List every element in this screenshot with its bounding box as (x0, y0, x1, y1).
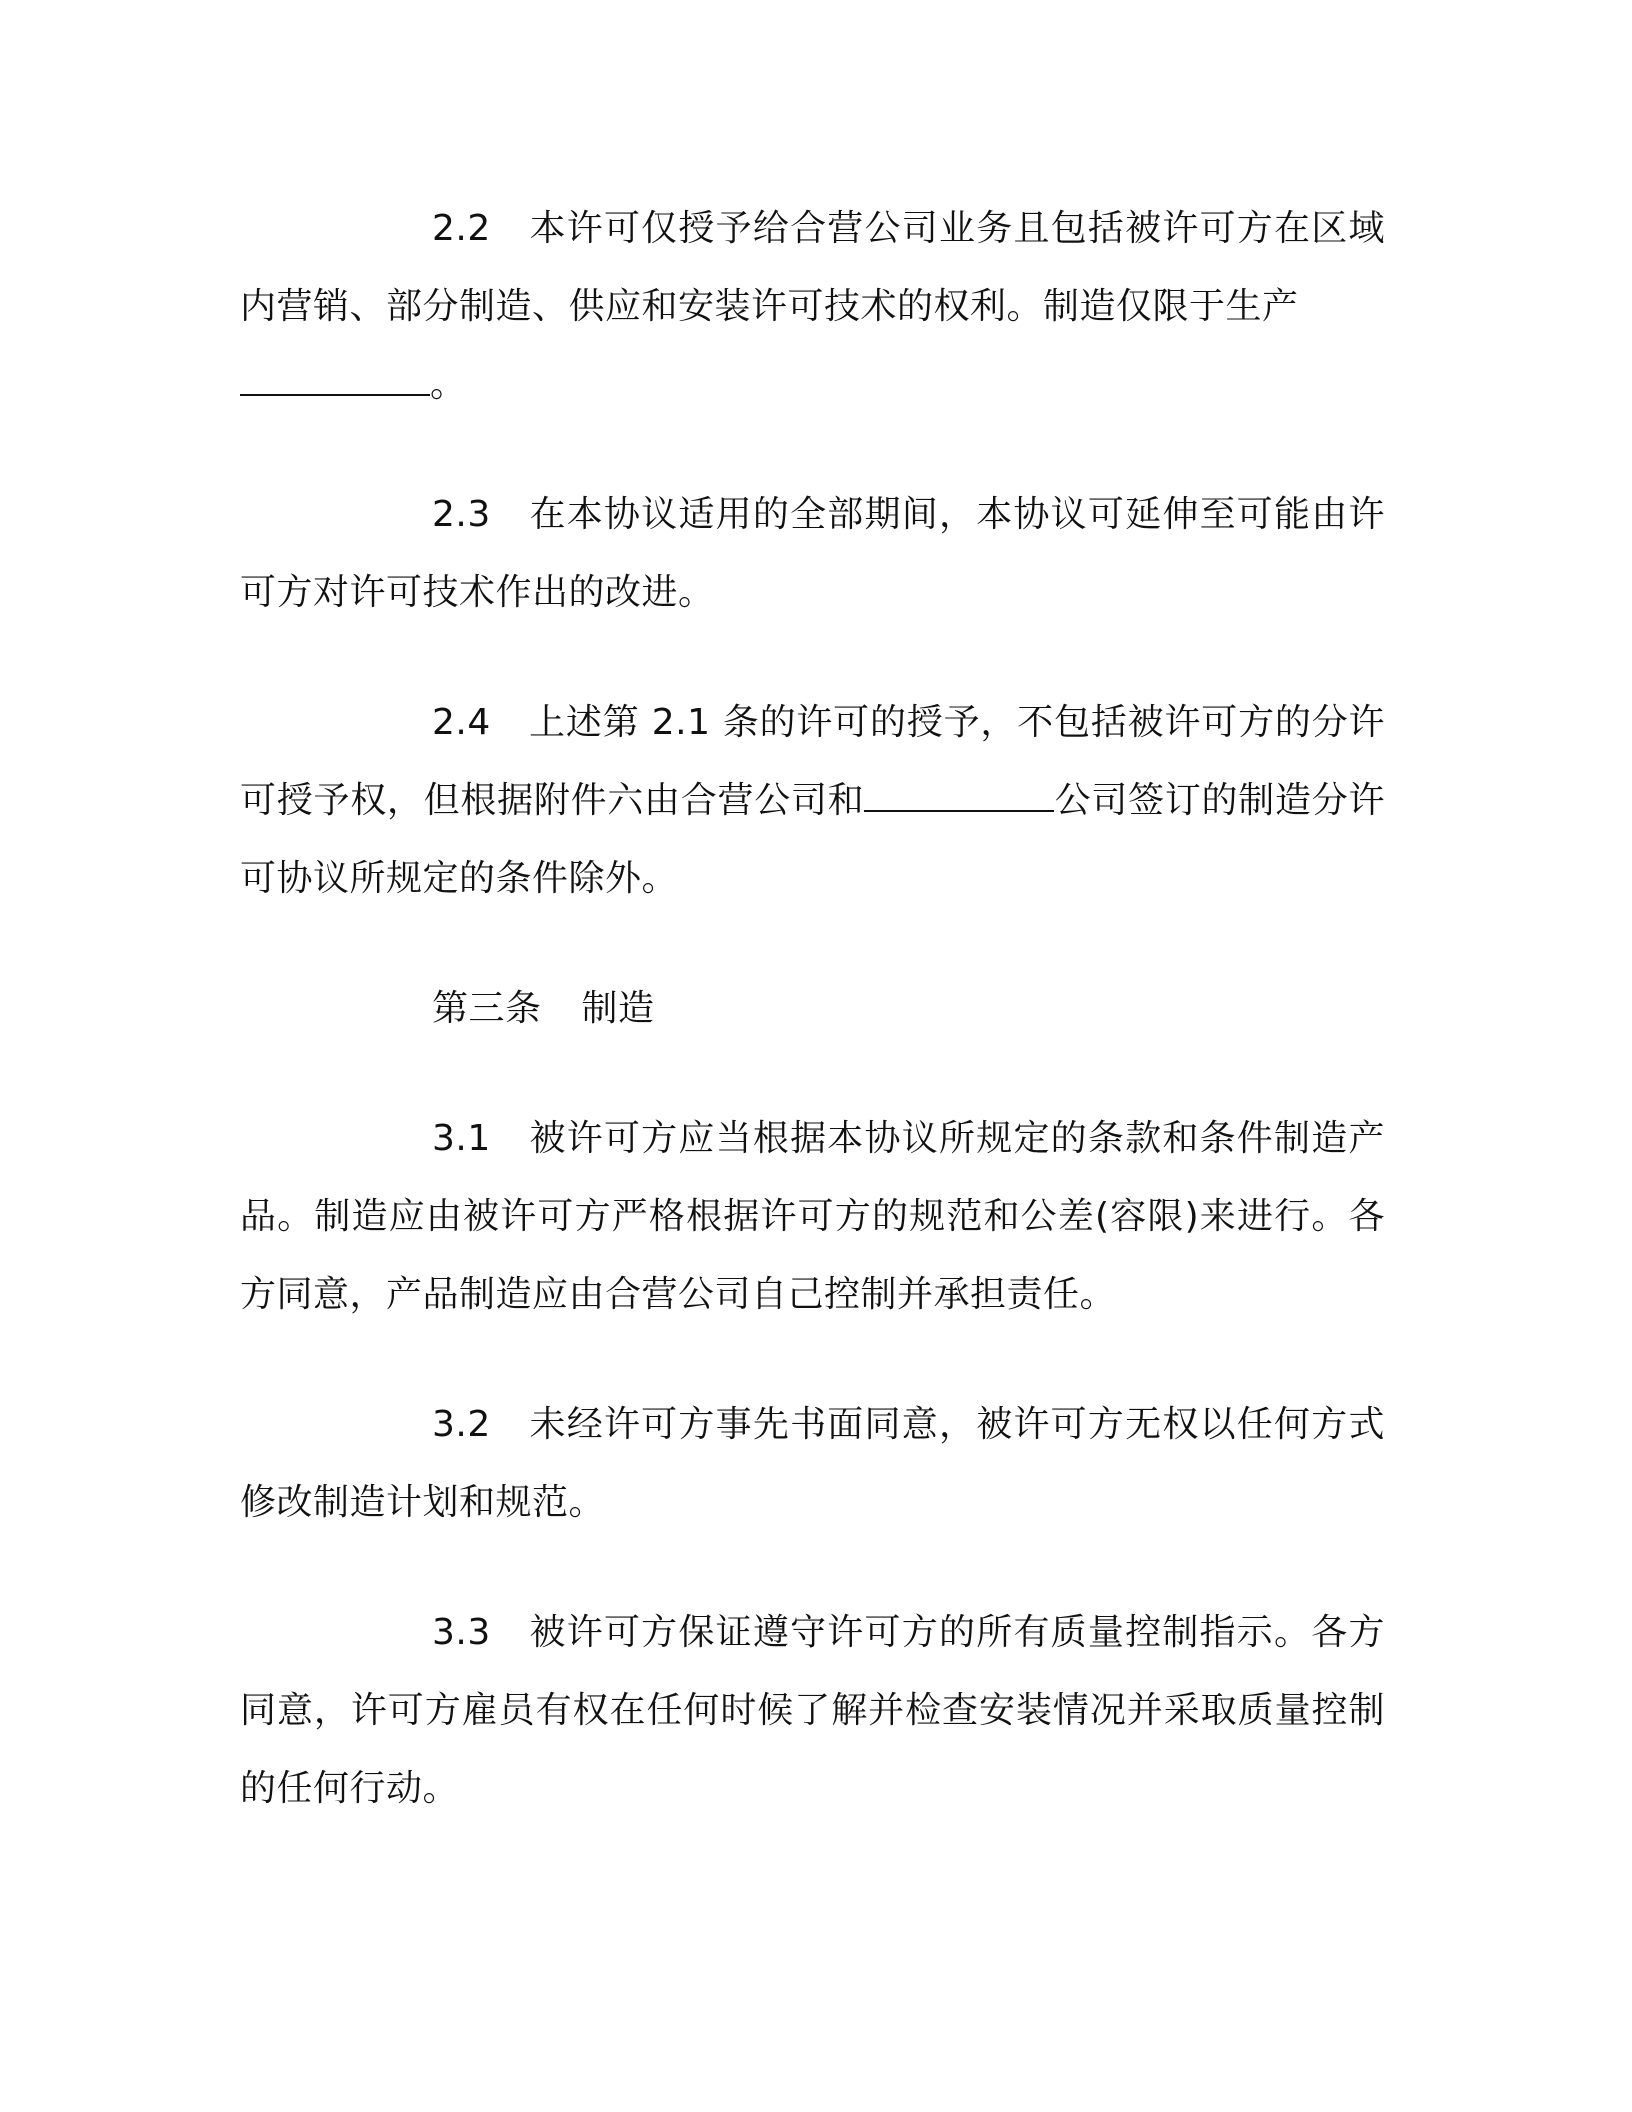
blank-line-row (240, 346, 1385, 424)
clause-2-4 (240, 684, 1385, 918)
clause-text: 被许可方保证遵守许可方的所有质量控制指示。各方同意，许可方雇员有权在任何时候了解并检查安装情况并采取质量控制的任何行动。 (240, 1612, 1385, 1809)
clause-text: 在本协议适用的全部期间，本协议可延伸至可能由许可方对许可技术作出的改进。 (240, 494, 1385, 613)
clause-2-3 (240, 476, 1385, 632)
clause-text: 被许可方应当根据本协议所规定的条款和条件制造产品。制造应由被许可方严格根据许可方的规范和公差(容限)来进行。各方同意，产品制造应由合营公司自己控制并承担责任。 (240, 1118, 1385, 1315)
clause-3-3 (240, 1594, 1385, 1828)
clause-number: 3.1 (432, 1118, 491, 1159)
clause-2-2 (240, 190, 1385, 424)
article-title: 制造 (581, 988, 655, 1029)
clause-3-1 (240, 1100, 1385, 1334)
clause-number: 2.3 (432, 494, 491, 535)
article-number: 第三条 (432, 988, 542, 1029)
clause-3-2 (240, 1386, 1385, 1542)
article-3-heading (240, 970, 1385, 1048)
clause-text: 未经许可方事先书面同意，被许可方无权以任何方式修改制造计划和规范。 (240, 1404, 1385, 1523)
clause-number: 2.4 (432, 702, 491, 743)
clause-number: 2.2 (432, 208, 491, 249)
fill-in-blank[interactable] (240, 364, 430, 396)
clause-text: 本许可仅授予给合营公司业务且包括被许可方在区域内营销、部分制造、供应和安装许可技术的权利。制造仅限于生产 (240, 208, 1385, 327)
clause-number: 3.2 (432, 1404, 491, 1445)
document-page (240, 190, 1385, 1880)
clause-number: 3.3 (432, 1612, 491, 1653)
fill-in-blank[interactable] (864, 780, 1054, 812)
clause-text: 上述第 2.1 条的许可的授予，不包括被许可方的分许可授予权，但根据附件六由合营公司和 (240, 702, 1385, 821)
clause-text-end: 公司签订的制造分许可协议所规定的条件除外。 (240, 780, 1385, 899)
clause-text-end: 。 (430, 364, 467, 405)
